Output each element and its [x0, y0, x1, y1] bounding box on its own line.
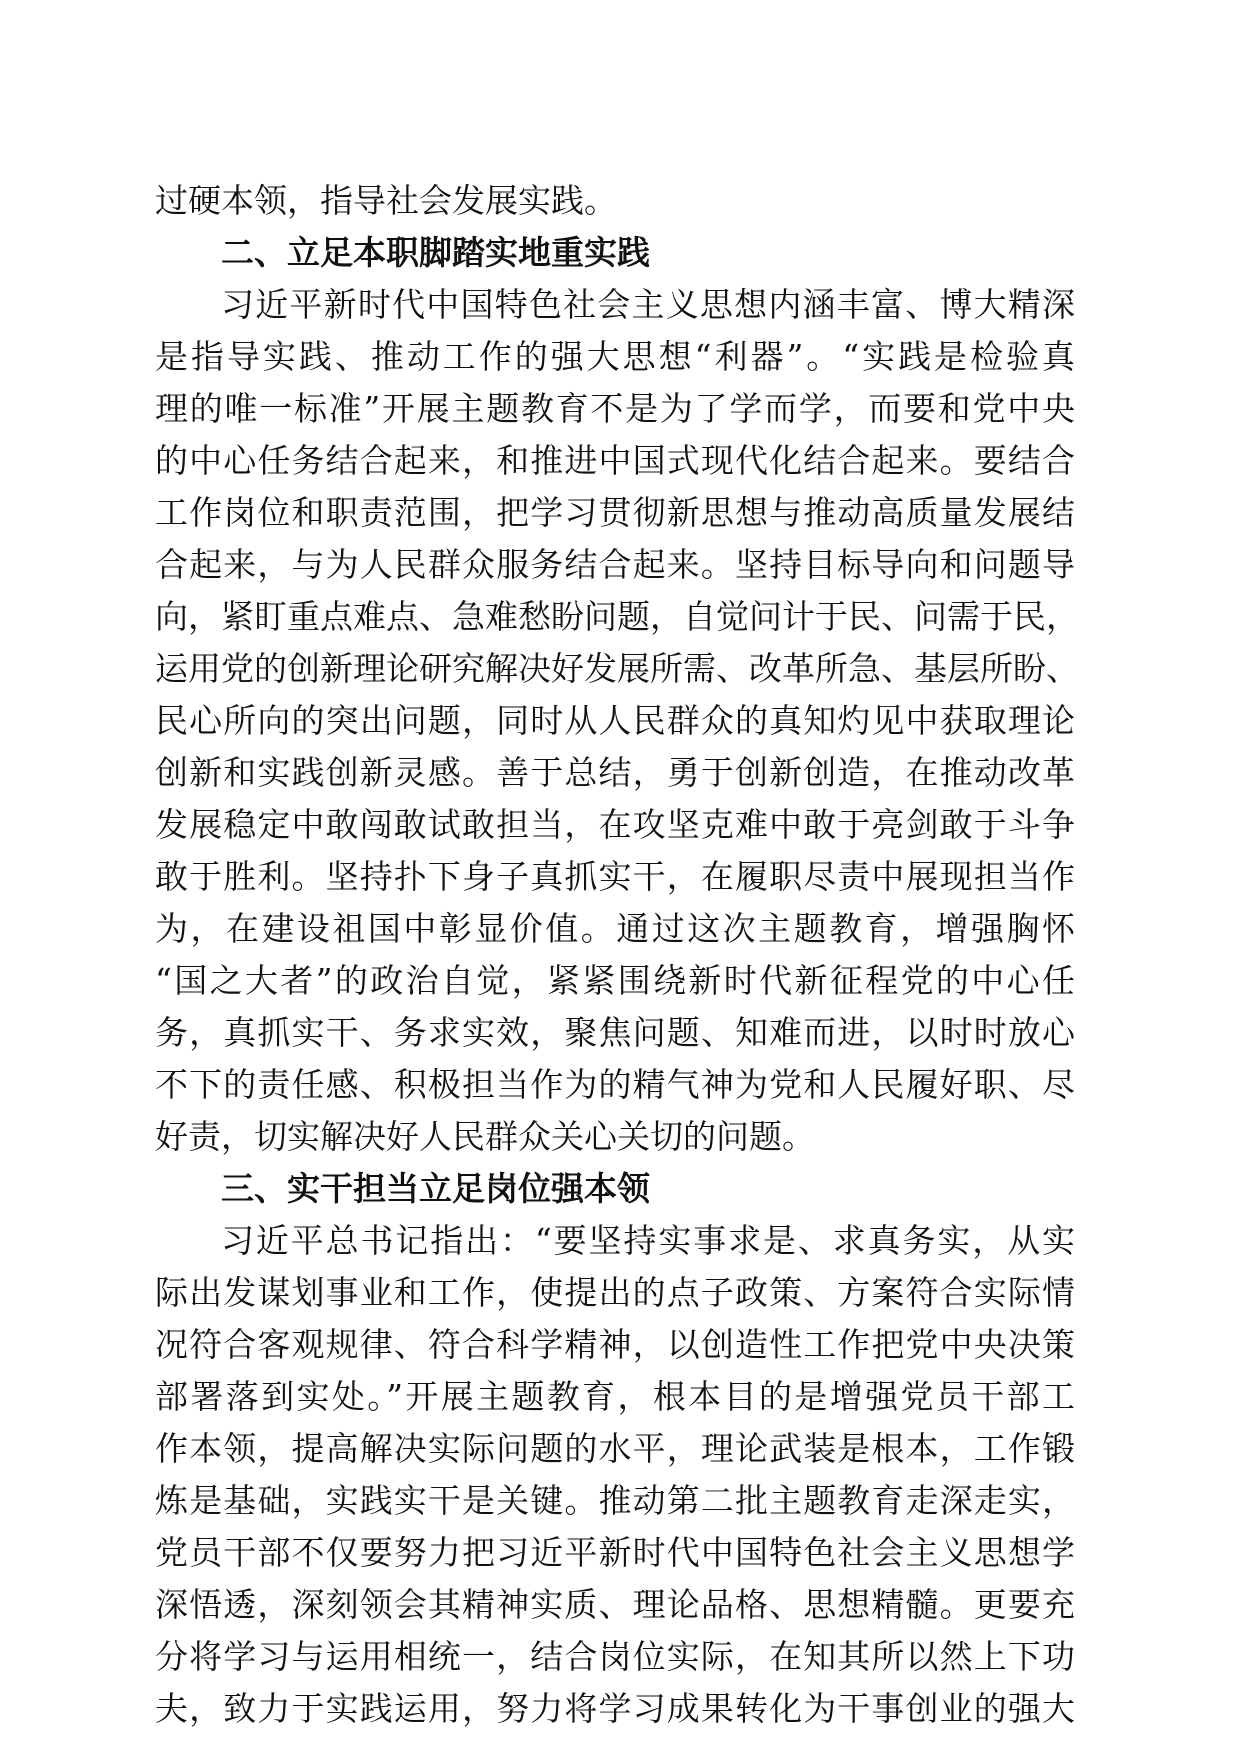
paragraph-line: 工作岗位和职责范围，把学习贯彻新思想与推动高质量发展结: [155, 493, 1075, 532]
paragraph-line: 炼是基础，实践实干是关键。推动第二批主题教育走深走实，: [155, 1481, 1075, 1520]
section-heading-3: 三、实干担当立足岗位强本领: [221, 1169, 650, 1208]
paragraph-line: “国之大者”的政治自觉，紧紧围绕新时代新征程党的中心任: [155, 961, 1075, 1000]
paragraph-line: 习近平新时代中国特色社会主义思想内涵丰富、博大精深: [221, 285, 1075, 324]
paragraph-line: 向，紧盯重点难点、急难愁盼问题，自觉问计于民、问需于民，: [155, 597, 1079, 636]
paragraph-line: 的中心任务结合起来，和推进中国式现代化结合起来。要结合: [155, 441, 1075, 480]
paragraph-line: 作本领，提高解决实际问题的水平，理论武装是根本，工作锻: [155, 1429, 1075, 1468]
paragraph-line: 夫，致力于实践运用，努力将学习成果转化为干事创业的强大: [155, 1689, 1075, 1728]
paragraph-line: 分将学习与运用相统一，结合岗位实际，在知其所以然上下功: [155, 1637, 1075, 1676]
paragraph-line: 民心所向的突出问题，同时从人民群众的真知灼见中获取理论: [155, 701, 1075, 740]
paragraph-line: 理的唯一标准”开展主题教育不是为了学而学，而要和党中央: [155, 389, 1075, 428]
paragraph-line: 合起来，与为人民群众服务结合起来。坚持目标导向和问题导: [155, 545, 1075, 584]
paragraph-line: 是指导实践、推动工作的强大思想“利器”。“实践是检验真: [155, 337, 1075, 376]
paragraph-line: 好责，切实解决好人民群众关心关切的问题。: [155, 1117, 815, 1156]
paragraph-line: 况符合客观规律、符合科学精神，以创造性工作把党中央决策: [155, 1325, 1075, 1364]
section-heading-2: 二、立足本职脚踏实地重实践: [221, 233, 650, 272]
paragraph-line: 习近平总书记指出：“要坚持实事求是、求真务实，从实: [221, 1221, 1075, 1260]
paragraph-line: 创新和实践创新灵感。善于总结，勇于创新创造，在推动改革: [155, 753, 1075, 792]
paragraph-line: 际出发谋划事业和工作，使提出的点子政策、方案符合实际情: [155, 1273, 1075, 1312]
paragraph-line: 运用党的创新理论研究解决好发展所需、改革所急、基层所盼、: [155, 649, 1079, 688]
paragraph-line: 不下的责任感、积极担当作为的精气神为党和人民履好职、尽: [155, 1065, 1075, 1104]
document-body: [155, 175, 1079, 1735]
paragraph-line: 部署落到实处。”开展主题教育，根本目的是增强党员干部工: [155, 1377, 1075, 1416]
paragraph-line: 深悟透，深刻领会其精神实质、理论品格、思想精髓。更要充: [155, 1585, 1075, 1624]
paragraph-line: 为，在建设祖国中彰显价值。通过这次主题教育，增强胸怀: [155, 909, 1075, 948]
paragraph-line: 发展稳定中敢闯敢试敢担当，在攻坚克难中敢于亮剑敢于斗争: [155, 805, 1075, 844]
paragraph-line: 敢于胜利。坚持扑下身子真抓实干，在履职尽责中展现担当作: [155, 857, 1075, 896]
paragraph-line: 过硬本领，指导社会发展实践。: [155, 181, 617, 220]
paragraph-line: 务，真抓实干、务求实效，聚焦问题、知难而进，以时时放心: [155, 1013, 1075, 1052]
paragraph-line: 党员干部不仅要努力把习近平新时代中国特色社会主义思想学: [155, 1533, 1075, 1572]
